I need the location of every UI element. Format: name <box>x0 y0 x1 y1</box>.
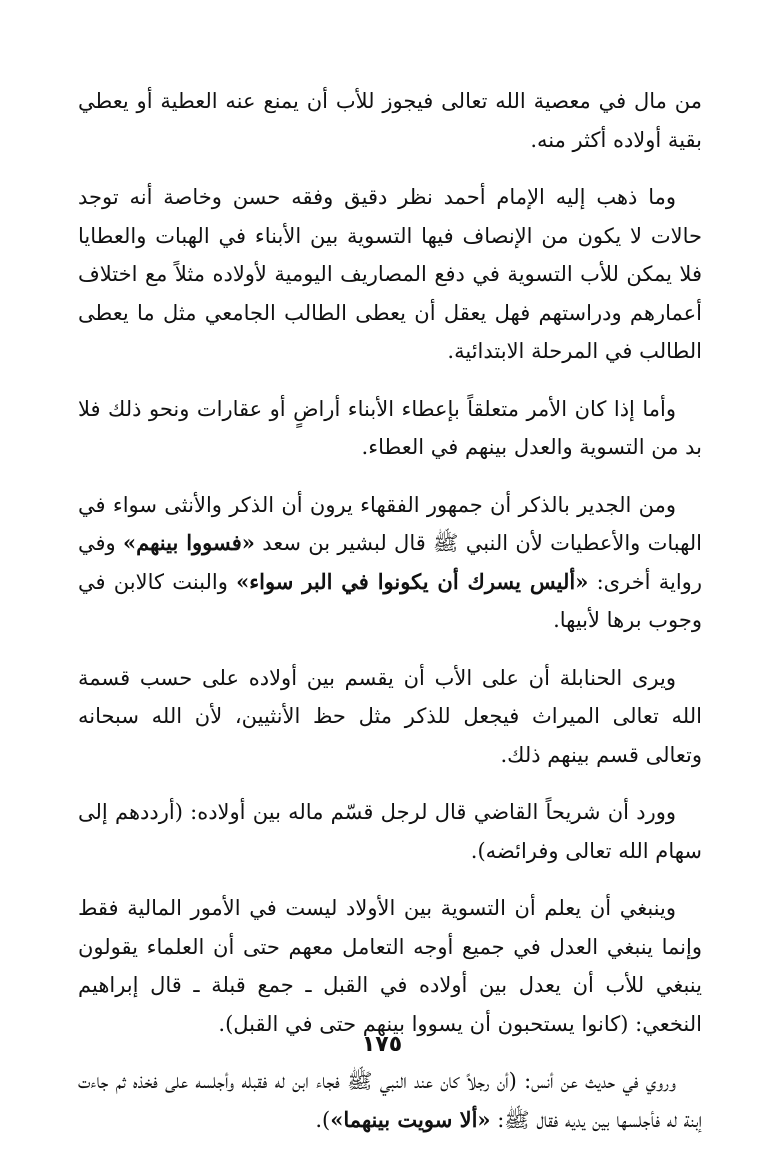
text-run: وروي في حديث عن أنس: (أن رجلاً كان عند النبي ﷺ فجاء ابن له فقبله وأجلسه على فخذه ثم جاءت إبنة له فأجلسها بين يديه فقال ﷺ: <box>78 1069 702 1132</box>
paragraph <box>78 178 702 371</box>
paragraph <box>78 1062 702 1139</box>
paragraph <box>78 486 702 640</box>
paragraph <box>78 793 702 870</box>
text-run: ويرى الحنابلة أن على الأب أن يقسم بين أولاده على حسب قسمة الله تعالى الميراث فيجعل للذكر مثل حظ الأنثيين، لأن الله سبحانه وتعالى قسم بينهم ذلك. <box>78 665 702 767</box>
text-run: وأما إذا كان الأمر متعلقاً بإعطاء الأبناء أراضٍ أو عقارات ونحو ذلك فلا بد من التسوية والعدل بينهم في العطاء. <box>78 396 702 459</box>
text-run: وورد أن شريحاً القاضي قال لرجل قسّم ماله بين أولاده: (أرددهم إلى سهام الله تعالى وفرائضه). <box>78 800 702 863</box>
text-run: من مال في معصية الله تعالى فيجوز للأب أن يمنع عنه العطية أو يعطي بقية أولاده أكثر منه. <box>78 89 702 152</box>
text-run: وينبغي أن يعلم أن التسوية بين الأولاد ليست في الأمور المالية فقط وإنما ينبغي العدل في جميع أوجه التعامل معهم حتى أن العلماء يقولون ينبغي للأب أن يعدل بين أولاده في القبل ـ جمع قبلة ـ قال إبراهيم النخعي: (كانوا يستحبون أن يسووا بينهم حتى في القبل). <box>78 896 702 1036</box>
paragraph <box>78 659 702 775</box>
paragraph <box>78 889 702 1043</box>
text-run: ومن الجدير بالذكر أن جمهور الفقهاء يرون أن الذكر والأنثى سواء في الهبات والأعطيات لأن النبي ﷺ قال لبشير بن سعد <box>78 492 703 555</box>
text-run: وفي رواية أخرى: <box>78 531 702 594</box>
bold-quote: «ألا سويت بينهما» <box>330 1106 491 1132</box>
bold-quote: «فسووا بينهم» <box>122 530 255 555</box>
bold-quote: «أليس يسرك أن يكونوا في البر سواء» <box>236 568 589 594</box>
paragraph <box>78 82 702 159</box>
text-run: والبنت كالابن في وجوب برها لأبيها. <box>78 569 702 632</box>
page-body <box>78 82 702 1158</box>
text-run: ). <box>315 1107 331 1132</box>
text-run: وما ذهب إليه الإمام أحمد نظر دقيق وفقه حسن وخاصة أنه توجد حالات لا يكون من الإنصاف فيها التسوية بين الأبناء في الهبات والعطايا فلا يمكن للأب التسوية في دفع المصاريف اليومية لأولاده مثلاً مع اختلاف أعمارهم ودراستهم فهل يعقل أن يعطى الطالب الجامعي مثل ما يعطى الطالب في المرحلة الابتدائية. <box>78 185 702 363</box>
paragraph <box>78 390 702 467</box>
page-number: ١٧٥ <box>361 1032 403 1057</box>
